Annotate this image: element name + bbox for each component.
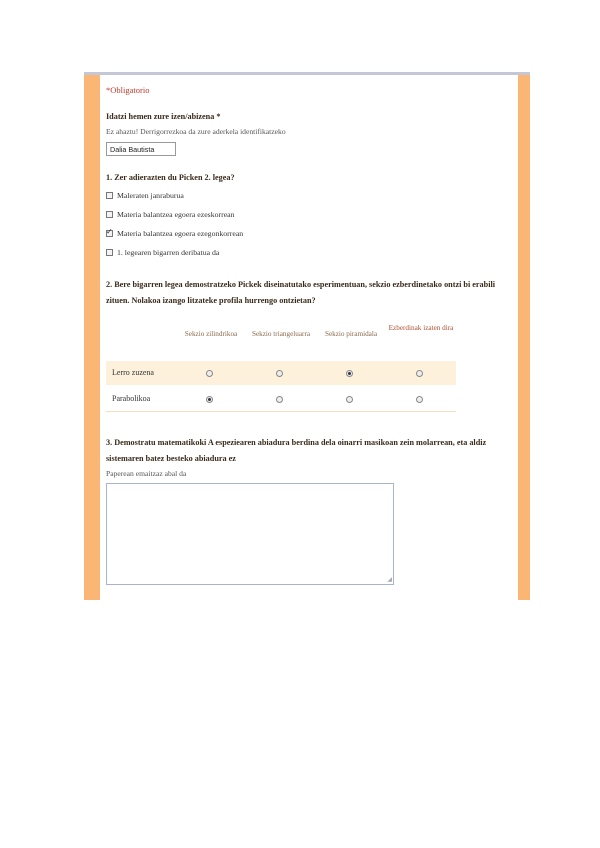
radio-button[interactable]	[416, 370, 423, 377]
grid-column-header: Sekzio zilindrikoa	[184, 330, 238, 338]
q1-option-label: Maleraten janraburua	[117, 191, 184, 200]
grid-row-label: Lerro zuzena	[112, 368, 154, 377]
resize-handle-icon[interactable]: ◢	[387, 577, 392, 583]
q1-option[interactable]	[106, 248, 219, 257]
q1-option[interactable]	[106, 229, 243, 238]
q1-option[interactable]	[106, 210, 235, 219]
q1-option-label: Materia balantzea egoera ezeskorrean	[117, 210, 235, 219]
radio-button[interactable]	[276, 370, 283, 377]
q1-title: 1. Zer adierazten du Picken 2. legea?	[106, 173, 235, 182]
radio-button[interactable]	[276, 396, 283, 403]
radio-button[interactable]	[346, 396, 353, 403]
radio-button[interactable]	[416, 396, 423, 403]
checkbox[interactable]	[106, 249, 113, 256]
q3-answer-textarea[interactable]	[106, 483, 394, 585]
q1-option-label: Materia balantzea egoera ezegonkorrean	[117, 229, 244, 238]
grid-column-header: Sekzio piramidala	[324, 330, 378, 338]
name-question-title: Idatzi hemen zure izen/abizena *	[106, 112, 221, 121]
q3-title-line2: sistemaren batez besteko abiadura ez	[106, 454, 236, 463]
radio-button[interactable]	[206, 370, 213, 377]
checkbox[interactable]	[106, 192, 113, 199]
checkbox[interactable]	[106, 211, 113, 218]
grid-column-header: Sekzio triangeluarra	[251, 330, 311, 338]
q2-title-line2: zituen. Nolakoa izango litzateke profila hurrengo ontzietan?	[106, 296, 316, 305]
grid-column-header: Ezberdinak izaten dira	[388, 324, 454, 332]
q1-option[interactable]	[106, 191, 184, 200]
checkbox-checked[interactable]	[106, 230, 113, 237]
q3-title-line1: 3. Demostratu matematikoki A espeziearen abiadura berdina dela oinarri masikoan zein molarrean, eta aldiz	[106, 438, 487, 447]
required-note: *Obligatorio	[106, 85, 150, 95]
name-question-help: Ez ahaztu! Derrigorrezkoa da zure aderkela identifikatzeko	[106, 127, 286, 136]
q3-help: Paperean emaitzaz abal da	[106, 469, 187, 478]
q1-option-label: 1. legearen bigarren deribatua da	[117, 248, 220, 257]
grid-row	[106, 361, 456, 385]
radio-button-selected[interactable]	[346, 370, 353, 377]
form-panel	[100, 75, 518, 600]
grid-row-label: Parabolikoa	[112, 394, 151, 403]
name-input[interactable]	[106, 142, 176, 156]
radio-button-selected[interactable]	[206, 396, 213, 403]
q2-title-line1: 2. Bere bigarren legea demostratzeko Pickek diseinatutako esperimentuan, sekzio ezberdinetako ontzi bi erabili	[106, 280, 496, 289]
grid-row	[106, 387, 456, 412]
